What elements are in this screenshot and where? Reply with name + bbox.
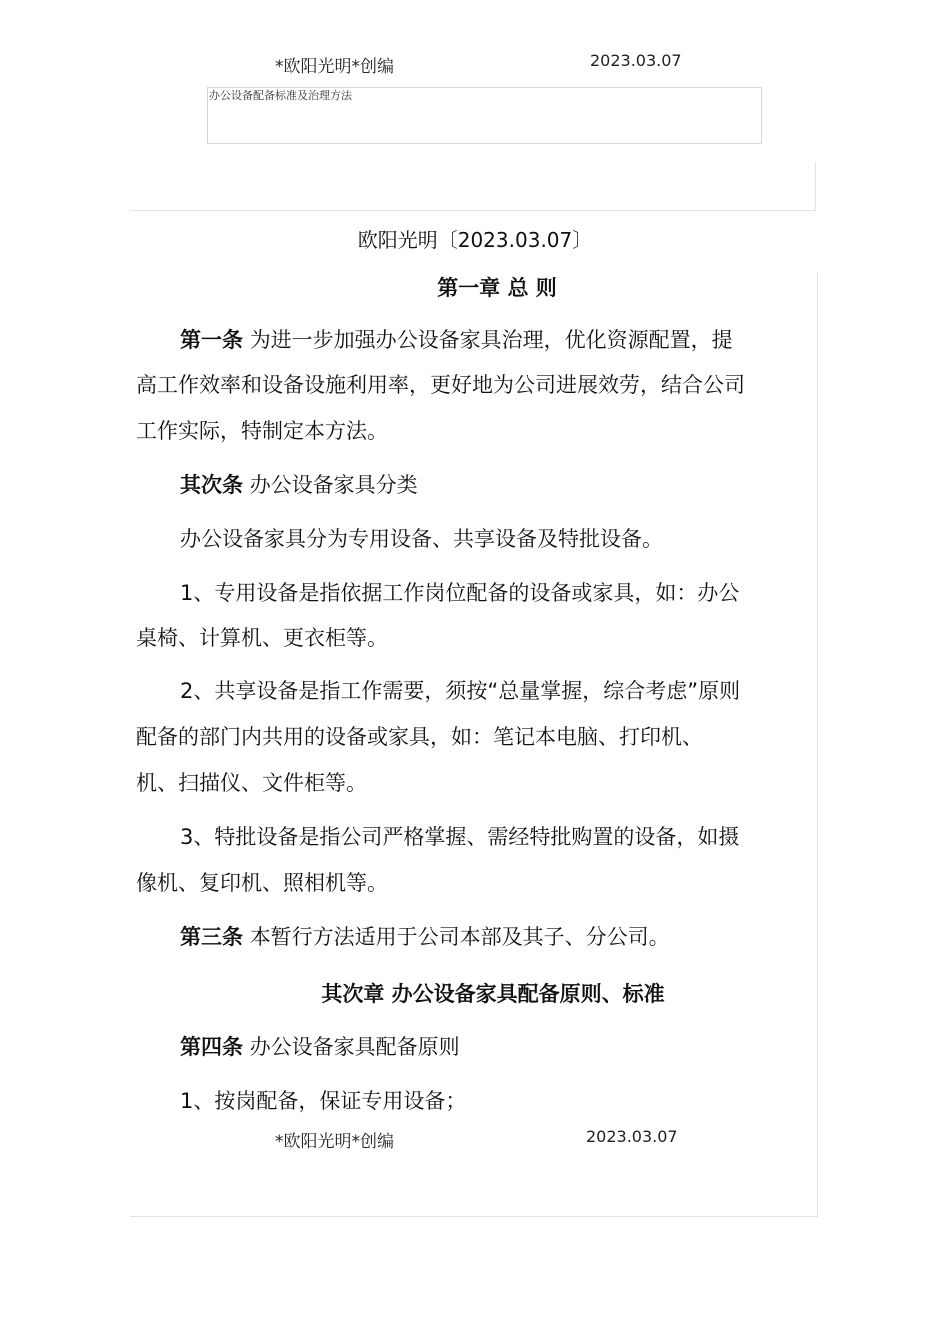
- chapter1-title: 第一章 总 则: [437, 276, 557, 300]
- doc-title: 办公设备配备标准及治理方法: [209, 89, 352, 102]
- art1-label: 第一条: [180, 328, 243, 352]
- art2-item1-line2: 桌椅、计算机、更衣柜等。: [136, 626, 388, 650]
- art3-label: 第三条: [180, 925, 243, 949]
- frame-line-right: [817, 272, 818, 1216]
- chapter2-title: 其次章 办公设备家具配备原则、标准: [321, 982, 665, 1006]
- art1-line1: [180, 317, 733, 363]
- art2-text: 办公设备家具分类: [249, 473, 418, 497]
- art2-label: 其次条: [180, 473, 243, 497]
- art4-line: [180, 1024, 460, 1070]
- art4-text: 办公设备家具配备原则: [249, 1035, 460, 1059]
- art2-item2-line3: 机、扫描仪、文件柜等。: [136, 771, 367, 795]
- art4-label: 第四条: [180, 1035, 243, 1059]
- art3-line: [180, 914, 670, 960]
- art1-line3: 工作实际，特制定本方法。: [136, 419, 388, 443]
- header-author: *欧阳光明*创编: [275, 57, 394, 77]
- footer-date: 2023.03.07: [586, 1127, 678, 1146]
- footer-author: *欧阳光明*创编: [275, 1132, 394, 1152]
- frame-line-bottom: [130, 1216, 818, 1217]
- art2-item3-line2: 像机、复印机、照相机等。: [136, 871, 388, 895]
- byline: 欧阳光明〔2023.03.07〕: [357, 228, 593, 252]
- header-date: 2023.03.07: [590, 51, 682, 70]
- art3-text: 本暂行方法适用于公司本部及其子、分公司。: [249, 925, 670, 949]
- art2-item3-line1: 3、特批设备是指公司严格掌握、需经特批购置的设备，如摄: [180, 825, 740, 849]
- art4-item1: 1、按岗配备，保证专用设备；: [180, 1089, 467, 1113]
- art2-item1-line1: 1、专用设备是指依据工作岗位配备的设备或家具，如：办公: [180, 581, 740, 605]
- art2-line: [180, 462, 418, 508]
- frame-line-top: [130, 210, 816, 211]
- frame-line-right-top: [815, 162, 816, 210]
- art2-item2-line1: 2、共享设备是指工作需要，须按“总量掌握，综合考虑”原则: [180, 679, 741, 703]
- art2-item2-line2: 配备的部门内共用的设备或家具，如：笔记本电脑、打印机、: [136, 725, 703, 749]
- art1-text1: 为进一步加强办公设备家具治理，优化资源配置，提: [249, 328, 733, 352]
- art2-intro: 办公设备家具分为专用设备、共享设备及特批设备。: [180, 527, 663, 551]
- art1-line2: 高工作效率和设备设施利用率，更好地为公司进展效劳，结合公司: [136, 373, 745, 397]
